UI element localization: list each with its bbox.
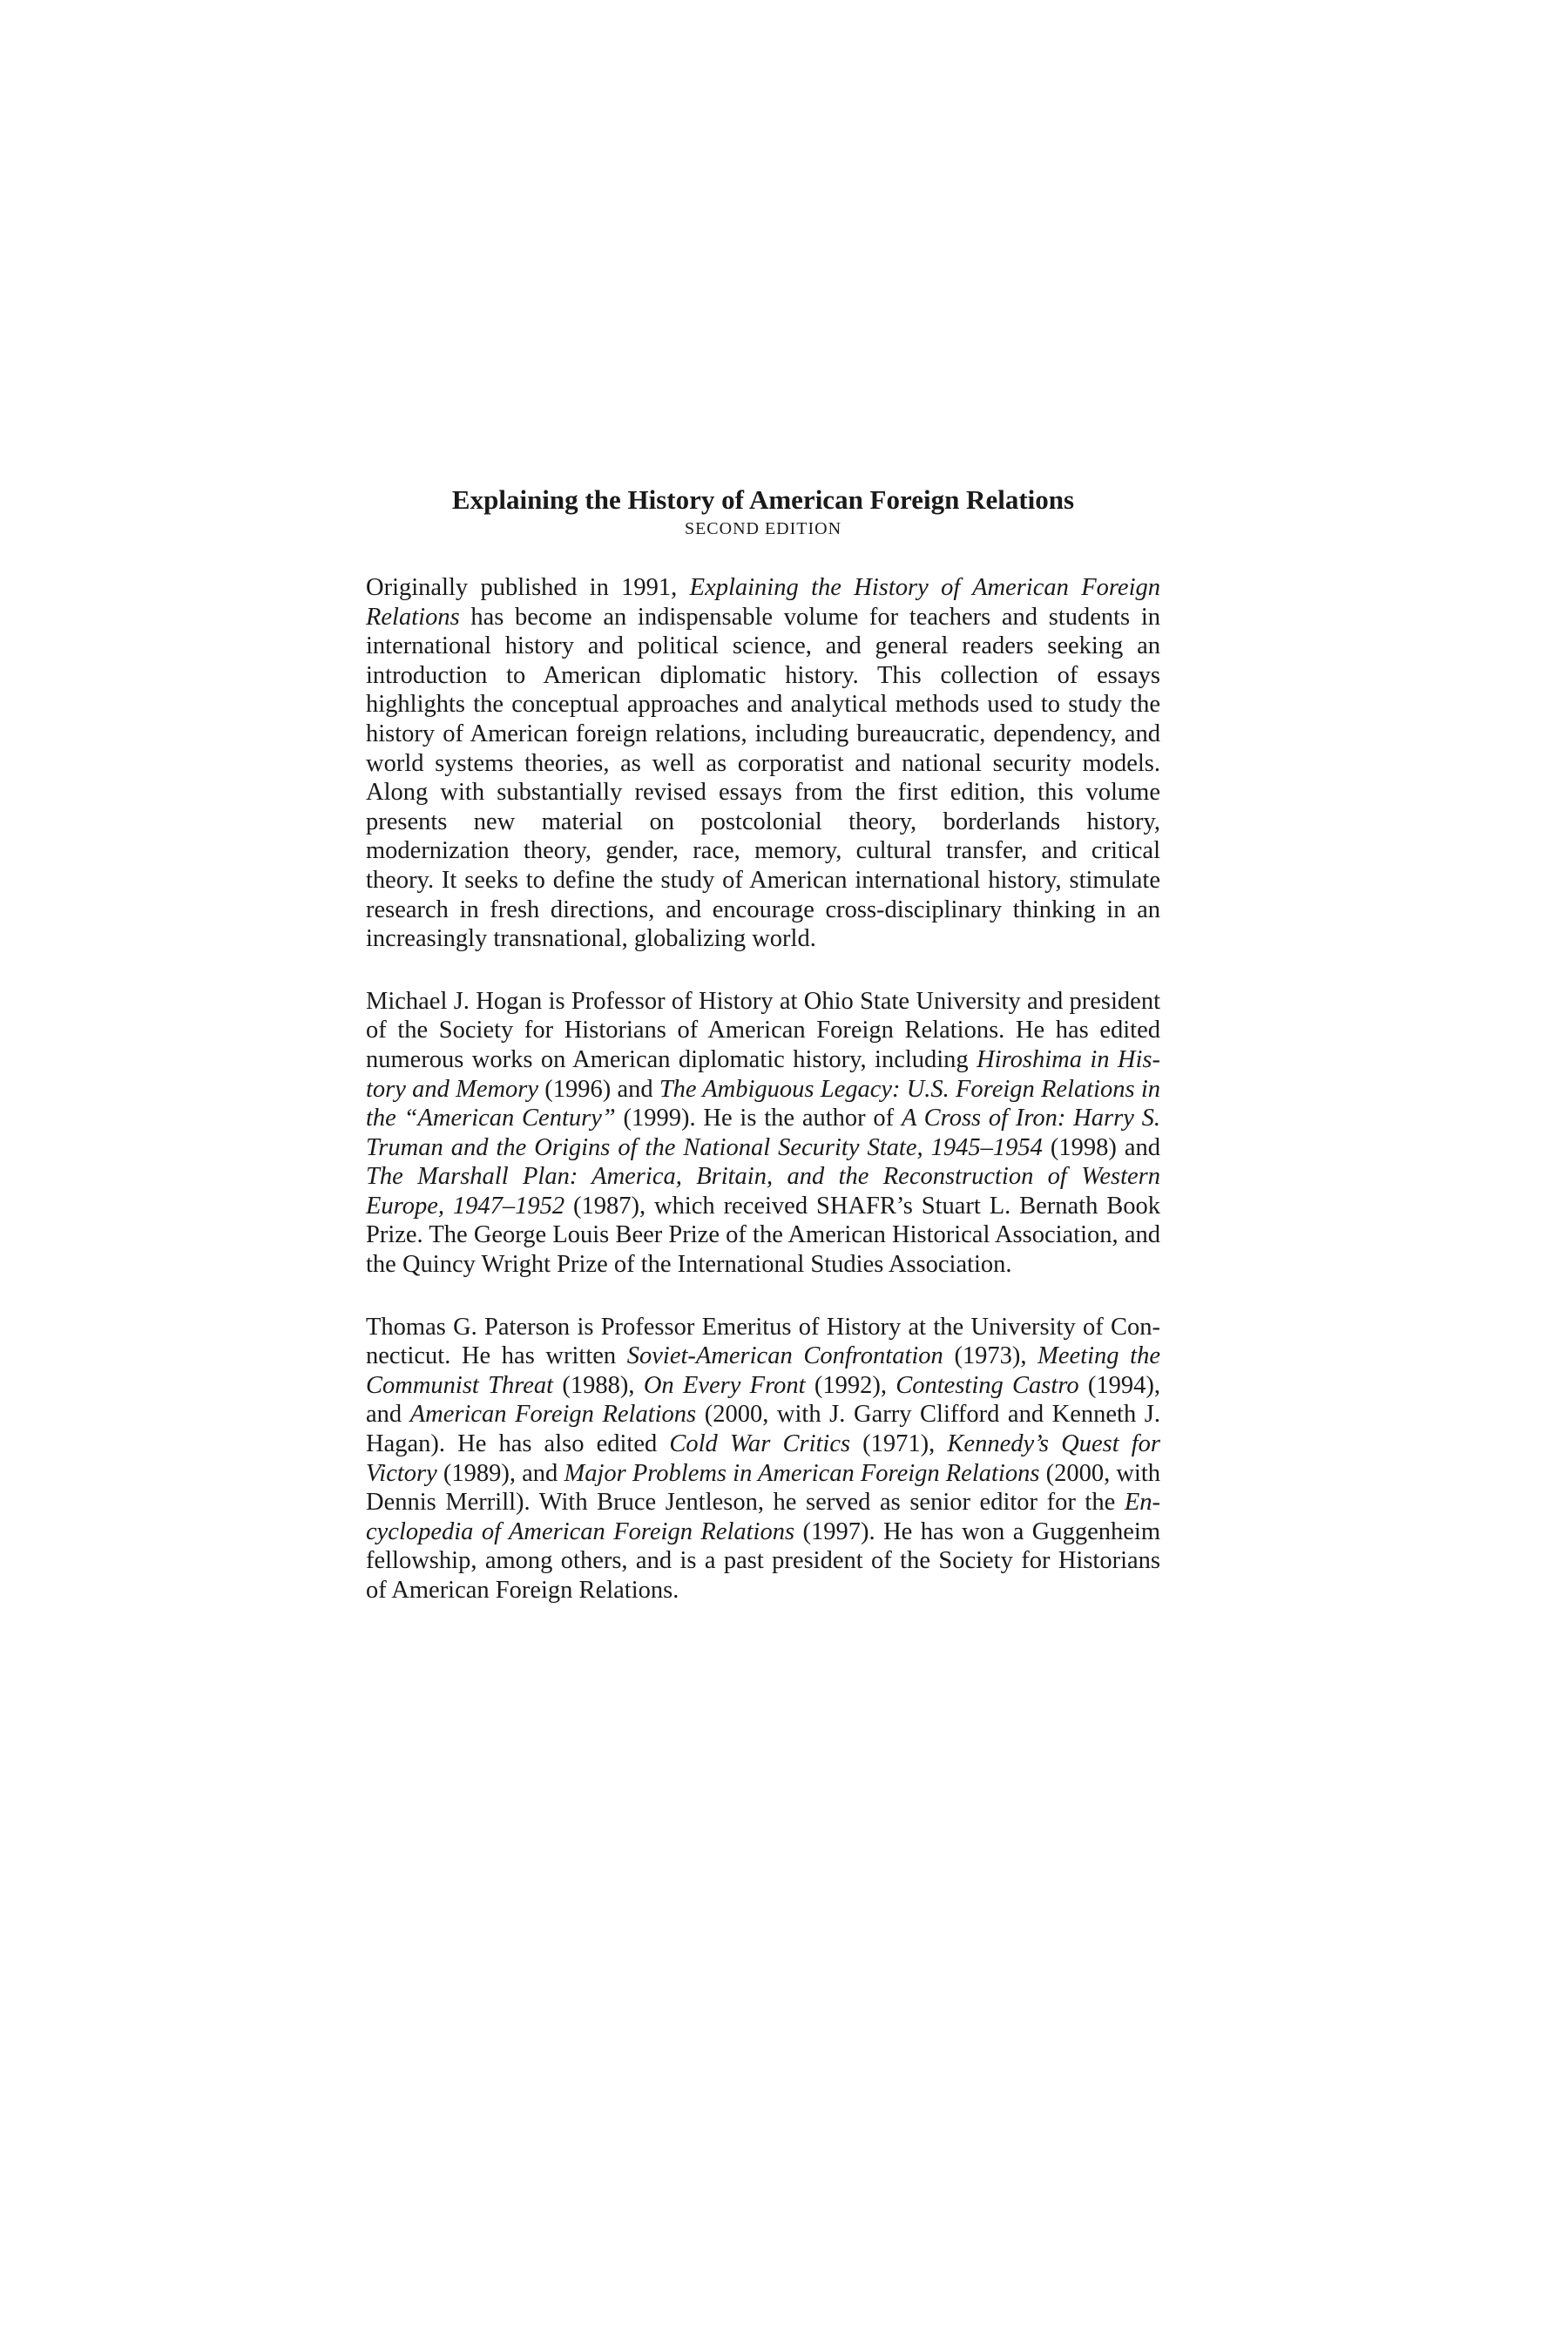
edition-label: SECOND EDITION: [684, 519, 842, 538]
italic-title-text: The Ambiguous Legacy: U.S. Foreign Relations in the “American Century”: [366, 1075, 1160, 1132]
body-text: (1988),: [553, 1371, 644, 1399]
italic-title-text: Explaining the History of American Foreign Relations: [366, 574, 1160, 631]
italic-title-text: Meeting the Communist Threat: [366, 1342, 1160, 1399]
body-text: (1994), and: [366, 1371, 1161, 1429]
italic-title-text: Encyclopedia of American Foreign Relations: [366, 1489, 1160, 1545]
body-text: (1997). He has won a Guggenheim fellowship, among others, and is a past president of the Society for Historians of American Foreign Relations.: [366, 1517, 1160, 1604]
body-text: (1971),: [850, 1430, 948, 1458]
paragraphs-container: [366, 573, 1160, 1605]
italic-title-text: Contesting Castro: [896, 1371, 1079, 1399]
italic-title-text: Soviet-American Confrontation: [626, 1342, 943, 1370]
book-description-paragraph: [366, 573, 1160, 954]
body-text: (2000, with Dennis Merrill). With Bruce Jentleson, he served as senior editor for the: [366, 1459, 1160, 1517]
body-text: Michael J. Hogan is Professor of History at Ohio State University and president of the Society for Historians of American Foreign Relations. He has edited numerous works on American diplomatic history, including: [366, 987, 1160, 1073]
body-text: (1973),: [943, 1342, 1038, 1370]
body-text: (1992),: [805, 1371, 896, 1399]
body-text: has become an indispensable volume for teachers and students in international history and political science, and general readers seeking an introduction to American diplomatic history. This collection of essays highlights the conceptual approaches and analytical methods used to study the history of American foreign relations, including bureaucratic, dependency, and world systems theories, as well as corporatist and national security models. Along with substantially revised essays from the first edition, this volume presents new material on postcolonial theory, borderlands history, modernization theory, gender, race, memory, cultural transfer, and critical theory. It seeks to define the study of American international history, stimulate research in fresh directions, and encourage cross-disciplinary thinking in an increasingly transnational, globalizing world.: [366, 603, 1160, 953]
body-text: Originally published in 1991,: [366, 574, 690, 601]
body-text: (1998) and: [1042, 1133, 1160, 1161]
italic-title-text: Cold War Critics: [669, 1430, 851, 1458]
italic-title-text: On Every Front: [643, 1371, 806, 1399]
paterson-bio-paragraph: [366, 1313, 1160, 1605]
italic-title-text: Major Problems in American Foreign Relations: [564, 1459, 1040, 1487]
body-text: (2000, with J. Garry Clifford and Kenneth J. Hagan). He has also edited: [366, 1401, 1161, 1458]
body-text: (1987), which received SHAFR’s Stuart L. Bernath Book Prize. The George Louis Beer Prize of the American Historical Association, and the Quincy Wright Prize of the International Studies Association.: [366, 1192, 1161, 1279]
italic-title-text: American Foreign Relations: [409, 1401, 697, 1429]
italic-title-text: A Cross of Iron: Harry S. Truman and the Origins of the National Security State, 1945–1954: [366, 1105, 1161, 1161]
italic-title-text: Hiroshima in History and Memory: [366, 1045, 1160, 1103]
text-block: [366, 483, 1160, 1639]
italic-title-text: The Marshall Plan: America, Britain, and the Reconstruction of Western Europe, 1947–1952: [366, 1163, 1160, 1220]
italic-title-text: Kennedy’s Quest for Victory: [366, 1430, 1160, 1487]
body-text: (1989), and: [436, 1459, 564, 1487]
hogan-bio-paragraph: [366, 987, 1160, 1280]
body-text: (1999). He is the author of: [615, 1105, 902, 1132]
book-title: Explaining the History of American Foreign Relations: [451, 484, 1075, 515]
body-text: Thomas G. Paterson is Professor Emeritus of History at the University of Connecticut. He has written: [366, 1313, 1160, 1370]
body-text: (1996) and: [538, 1075, 659, 1103]
